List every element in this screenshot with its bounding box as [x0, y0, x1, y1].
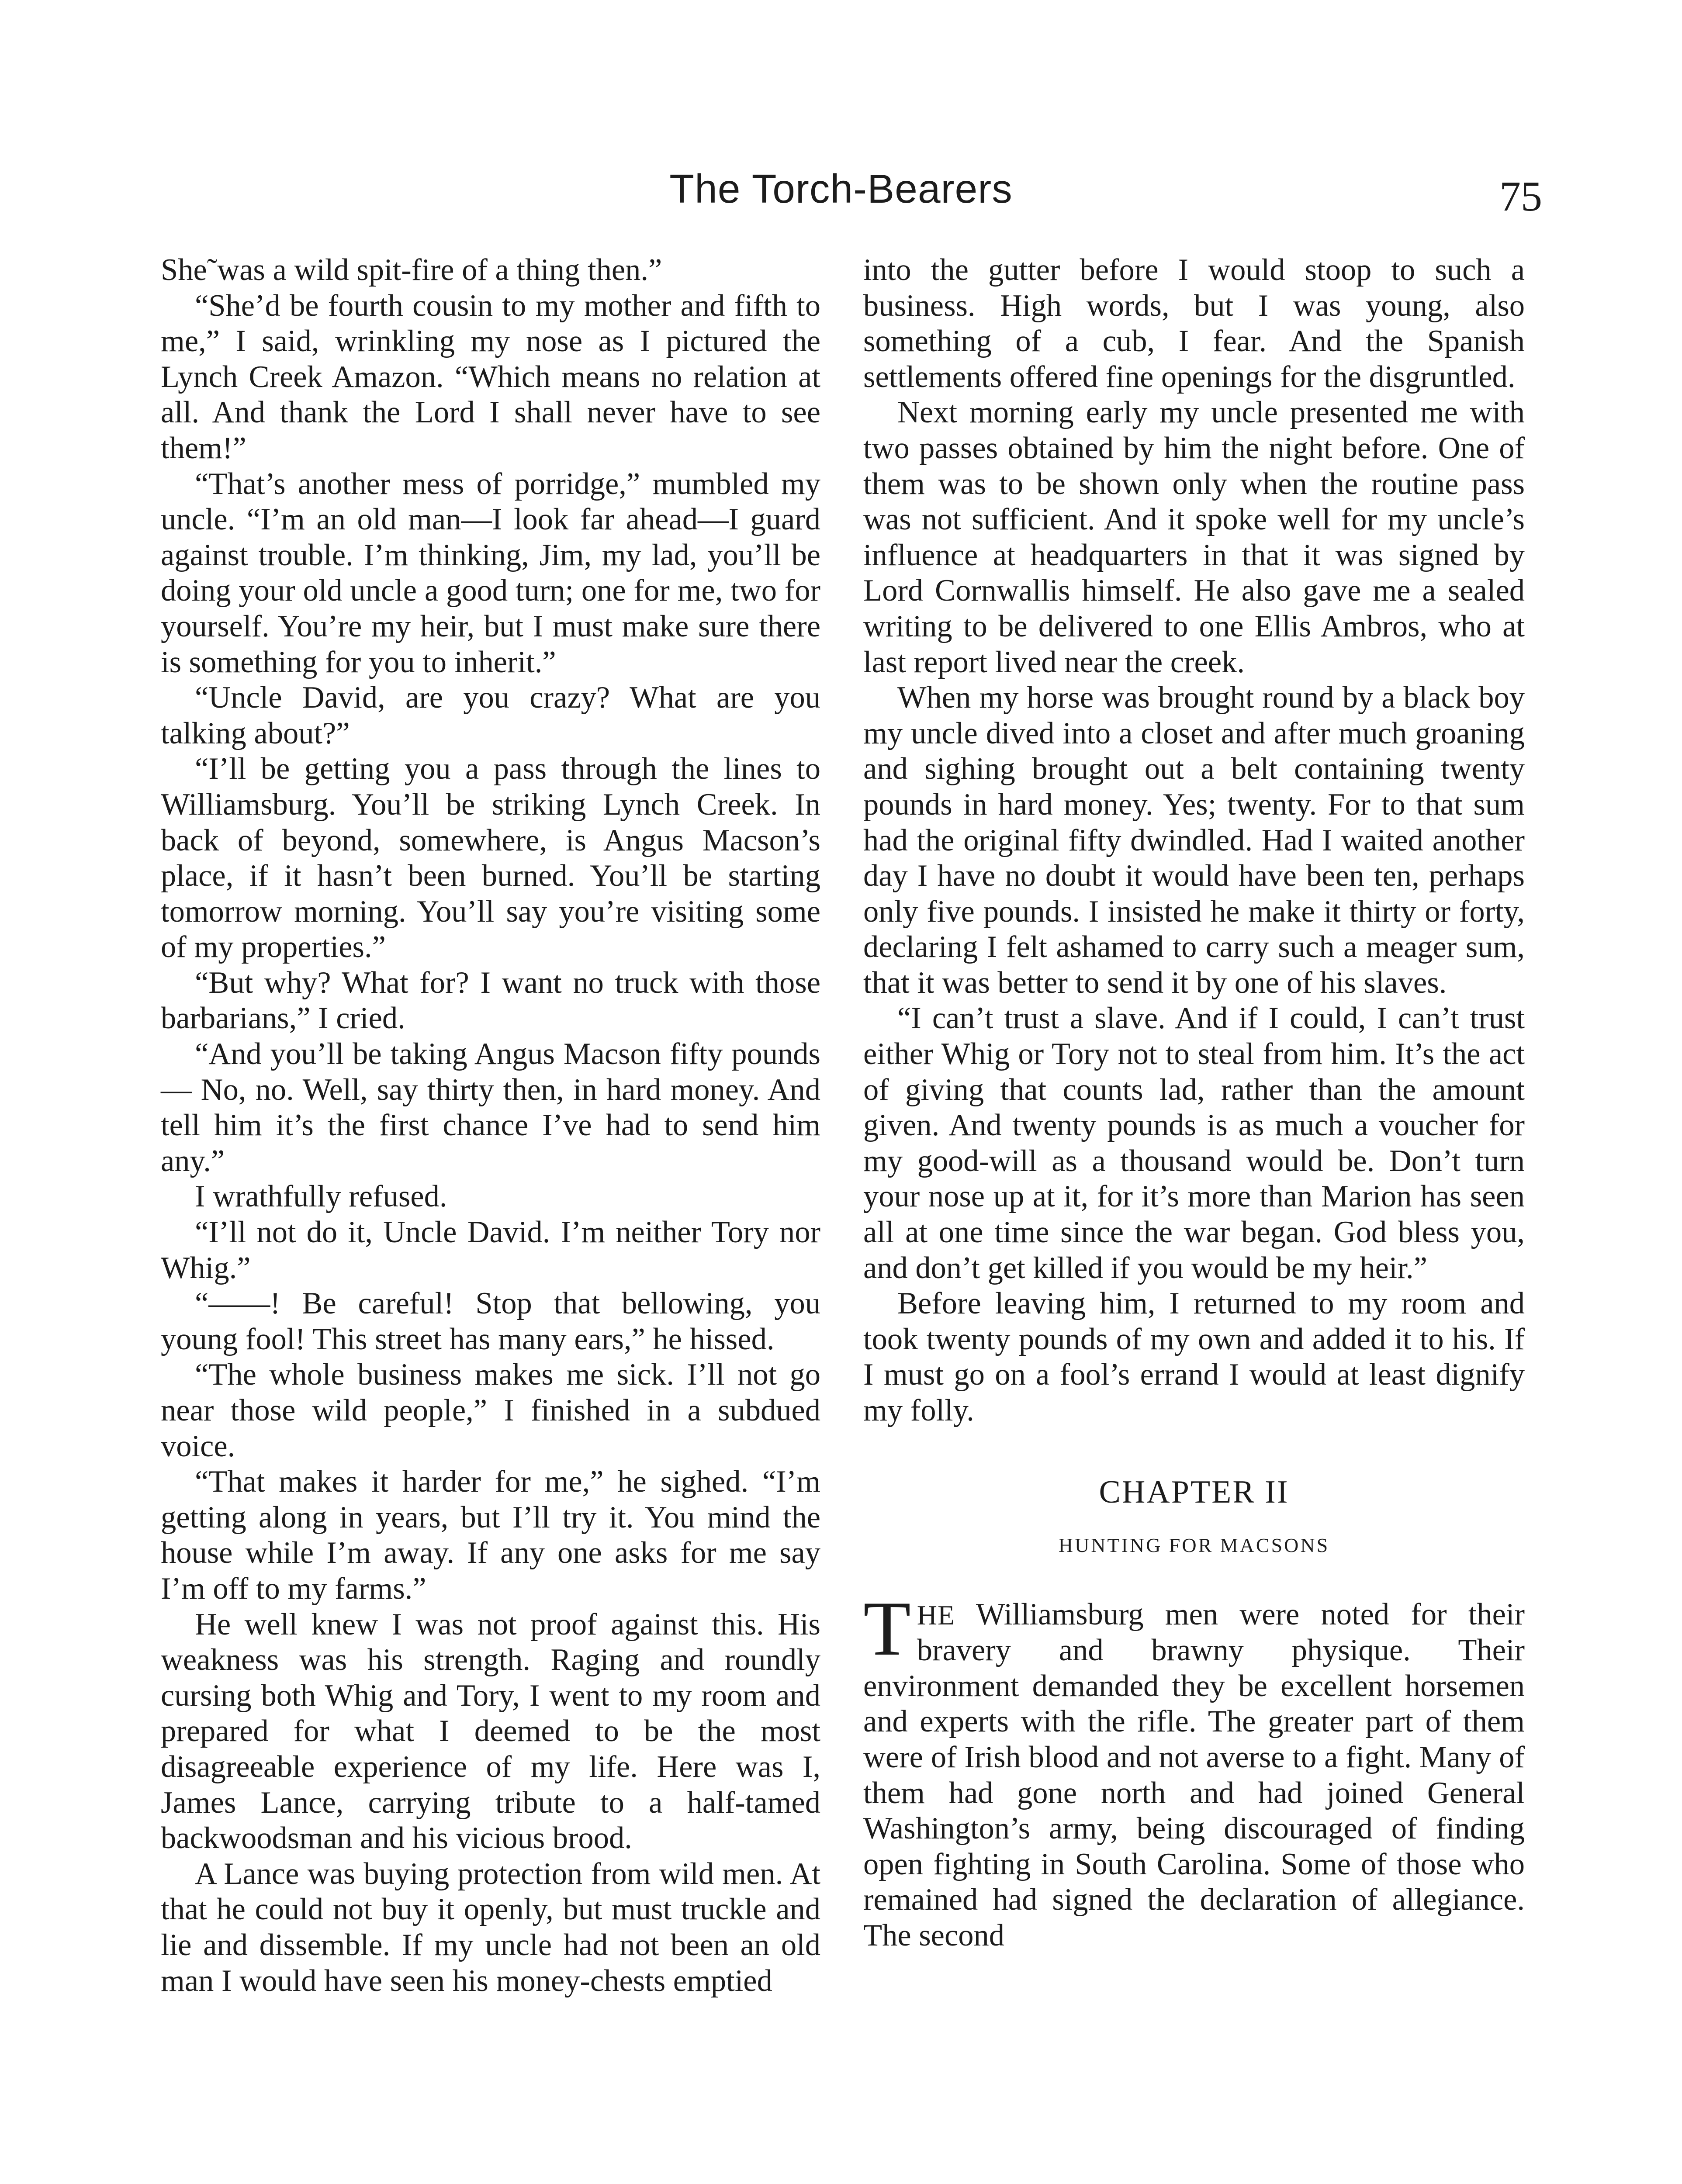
- left-column-paragraph: “The whole business makes me sick. I’ll not go near those wild people,” I finished in a subdued voice.: [161, 1358, 820, 1463]
- page-number: 75: [1499, 173, 1542, 220]
- left-column-paragraph: He well knew I was not proof against this. His weakness was his strength. Raging and roundly cursing both Whig and Tory, I went to my room and prepared for what I deemed to be the most disagreeable experience of my life. Here was I, James Lance, carrying tribute to a half-tamed backwoodsman and his vicious brood.: [161, 1607, 820, 1856]
- left-column-paragraph: “I’ll be getting you a pass through the lines to Williamsburg. You’ll be striking Lynch Creek. In back of beyond, somewhere, is Angus Macson’s place, if it hasn’t been burned. You’ll be starting tomorrow morning. You’ll say you’re visiting some of my properties.”: [161, 752, 820, 964]
- right-column: [863, 252, 1525, 1954]
- left-column-paragraph: “And you’ll be taking Angus Macson fifty pounds— No, no. Well, say thirty then, in hard money. And tell him it’s the first chance I’ve had to send him any.”: [161, 1037, 820, 1178]
- right-column-paragraph: Before leaving him, I returned to my room and took twenty pounds of my own and added it to his. If I must go on a fool’s errand I would at least dignify my folly.: [863, 1286, 1525, 1427]
- right-column-paragraph: into the gutter before I would stoop to such a business. High words, but I was young, also something of a cub, I fear. And the Spanish settlements offered fine openings for the disgruntled.: [863, 253, 1525, 394]
- right-column-paragraph: “I can’t trust a slave. And if I could, I can’t trust either Whig or Tory not to steal from him. It’s the act of giving that counts lad, rather than the amount given. And twenty pounds is as much a voucher for my good-will as a thousand would be. Don’t turn your nose up at it, for it’s more than Marion has seen all at one time since the war began. God bless you, and don’t get killed if you would be my heir.”: [863, 1001, 1525, 1285]
- opening-text: Williamsburg men were noted for their bravery and brawny physique. Their environment demanded they be excellent horsemen and experts with the rifle. The greater part of them were of Irish blood and not averse to a fight. Many of them had gone north and had joined General Washington’s army, being discouraged of finding open fighting in South Carolina. Some of those who remained had signed the declaration of allegiance. The second: [863, 1597, 1525, 1952]
- left-column-paragraph: I wrathfully refused.: [195, 1179, 447, 1214]
- left-column-paragraph: “That’s another mess of porridge,” mumbled my uncle. “I’m an old man—I look far ahead—I guard against trouble. I’m thinking, Jim, my lad, you’ll be doing your old uncle a good turn; one for me, two for yourself. You’re my heir, but I must make sure there is something for you to inherit.”: [161, 467, 820, 679]
- left-column: [161, 252, 820, 1999]
- right-column-paragraph: When my horse was brought round by a black boy my uncle dived into a closet and after much groaning and sighing brought out a belt containing twenty pounds in hard money. Yes; twenty. For to that sum had the original fifty dwindled. Had I waited another day I have no doubt it would have been ten, perhaps only five pounds. I insisted he make it thirty or forty, declaring I felt ashamed to carry such a meager sum, that it was better to send it by one of his slaves.: [863, 681, 1525, 1000]
- left-column-paragraph: “I’ll not do it, Uncle David. I’m neither Tory nor Whig.”: [161, 1215, 820, 1285]
- opening-small-caps: HE: [917, 1599, 955, 1631]
- left-column-paragraph: “But why? What for? I want no truck with those barbarians,” I cried.: [161, 965, 820, 1036]
- left-column-paragraph: “That makes it harder for me,” he sighed. “I’m getting along in years, but I’ll try it. You mind the house while I’m away. If any one asks for me say I’m off to my farms.”: [161, 1465, 820, 1606]
- left-column-paragraph: A Lance was buying protection from wild men. At that he could not buy it openly, but must truckle and lie and dissemble. If my uncle had not been an old man I would have seen his money-chests emptied: [161, 1856, 820, 1998]
- chapter-subtitle: HUNTING FOR MACSONS: [1058, 1534, 1330, 1556]
- running-title: The Torch-Bearers: [669, 166, 1013, 211]
- left-column-paragraph: “She’d be fourth cousin to my mother and fifth to me,” I said, wrinkling my nose as I pictured the Lynch Creek Amazon. “Which means no relation at all. And thank the Lord I shall never have to see them!”: [161, 288, 820, 465]
- right-column-paragraph: Next morning early my uncle presented me with two passes obtained by him the night before. One of them was to be shown only when the routine pass was not sufficient. And it spoke well for my uncle’s influence at headquarters in that it was signed by Lord Cornwallis himself. He also gave me a sealed writing to be delivered to one Ellis Ambros, who at last report lived near the creek.: [863, 395, 1525, 679]
- chapter-opening-paragraph: [863, 1585, 1525, 1954]
- drop-cap: T: [863, 1585, 911, 1672]
- chapter-heading: CHAPTER II: [1099, 1474, 1289, 1510]
- left-column-paragraph: “——! Be careful! Stop that bellowing, you young fool! This street has many ears,” he hissed.: [161, 1286, 820, 1356]
- right-column-paragraphs: [863, 252, 1525, 1429]
- left-column-paragraph: She˜was a wild spit-fire of a thing then.”: [161, 253, 662, 287]
- left-column-paragraph: “Uncle David, are you crazy? What are you talking about?”: [161, 681, 820, 750]
